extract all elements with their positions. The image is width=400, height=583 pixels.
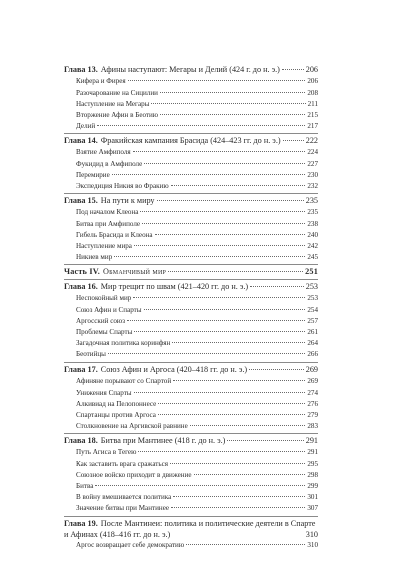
- section-row: [64, 88, 318, 99]
- chapter-15: [64, 195, 318, 263]
- page-number: 251: [305, 267, 318, 276]
- chapter-title: Мир трещит по швам (421–420 гг. до н. э.): [100, 282, 249, 291]
- section-row: [64, 76, 318, 87]
- section-row: [64, 170, 318, 181]
- page-number: 227: [307, 159, 318, 168]
- leader-dots: [250, 286, 304, 287]
- page-number: 257: [307, 316, 318, 325]
- section-title: Вторжение Афин в Беотию: [76, 110, 159, 119]
- page-number: 222: [305, 136, 318, 145]
- section-title: Алкивиад на Пелопоннесе: [76, 399, 157, 408]
- chapter-title: После Мантинеи: политика и политические деятели в Спарте и Афинах (418–416 гг. до н. э.): [64, 519, 316, 540]
- page-number: 264: [307, 339, 318, 348]
- section-row: [64, 99, 318, 110]
- page-number: 242: [307, 241, 318, 250]
- section-title: Никиев мир: [76, 253, 113, 262]
- chapter-title: Битва при Мантинее (418 г. до н. э.): [100, 436, 226, 445]
- section-title: Афиняне порывают со Спартой: [76, 377, 172, 386]
- section-row: [64, 327, 318, 338]
- section-title: Проблемы Спарты: [76, 327, 133, 336]
- page-number: 279: [307, 410, 318, 419]
- section-row: [64, 388, 318, 399]
- leader-dots: [151, 103, 305, 104]
- section-row: [64, 110, 318, 121]
- section-row: [64, 147, 318, 158]
- page-number: 307: [307, 504, 318, 513]
- chapter-label: Глава 14.: [64, 136, 98, 145]
- chapter-label: Глава 15.: [64, 196, 98, 205]
- leader-dots: [134, 245, 305, 246]
- divider: [64, 193, 318, 194]
- leader-dots: [134, 331, 305, 332]
- leader-dots: [171, 185, 306, 186]
- page-number: 301: [307, 493, 318, 502]
- leader-dots: [133, 297, 305, 298]
- section-title: Гибель Брасида и Клеона: [76, 230, 153, 239]
- chapter-label: Глава 16.: [64, 282, 98, 291]
- section-row: [64, 252, 318, 263]
- section-title: Битва при Амфиполе: [76, 219, 141, 228]
- section-row: [64, 399, 318, 410]
- chapter-13: [64, 64, 318, 132]
- divider: [64, 433, 318, 434]
- leader-dots: [186, 544, 305, 545]
- section-title: Перемирие: [76, 170, 110, 179]
- page-number: 230: [307, 170, 318, 179]
- leader-dots: [190, 425, 306, 426]
- part-label: Часть IV.: [64, 267, 101, 276]
- divider: [64, 279, 318, 280]
- page-number: 269: [305, 365, 318, 374]
- section-row: [64, 241, 318, 252]
- leader-dots: [157, 200, 304, 201]
- leader-dots: [155, 234, 306, 235]
- page-number: 206: [305, 65, 318, 74]
- page-number: 253: [307, 294, 318, 303]
- chapter-19: [64, 518, 318, 552]
- section-row: [64, 159, 318, 170]
- chapter-heading: [64, 518, 318, 540]
- section-title: Как заставить врага сражаться: [76, 459, 169, 468]
- leader-dots: [173, 380, 305, 381]
- page-number: 295: [307, 459, 318, 468]
- section-title: Кифера и Фирея: [76, 77, 126, 86]
- chapter-heading: [64, 135, 318, 147]
- section-title: Наступление мира: [76, 241, 132, 250]
- leader-dots: [282, 69, 304, 70]
- section-row: [64, 349, 318, 360]
- leader-dots: [249, 369, 304, 370]
- chapter-label: Глава 13.: [64, 65, 98, 74]
- section-title: Путь Агиса в Тегею: [76, 448, 137, 457]
- section-row: [64, 293, 318, 304]
- section-title: Беотийцы: [76, 350, 106, 359]
- section-title: Аргос возвращает себе демократию: [76, 541, 185, 550]
- leader-dots: [97, 125, 305, 126]
- leader-dots: [142, 223, 305, 224]
- section-title: Неспокойный мир: [76, 294, 132, 303]
- chapter-title: На пути к миру: [100, 196, 155, 205]
- chapter-14: [64, 135, 318, 192]
- section-title: Союзное войско приходит в движение: [76, 470, 192, 479]
- leader-dots: [158, 403, 305, 404]
- section-title: Унижения Спарты: [76, 388, 132, 397]
- section-title: Спартанцы против Аргоса: [76, 410, 156, 419]
- page-number: 310: [305, 530, 318, 540]
- part-title: Обманчивый мир: [103, 267, 167, 276]
- section-row: [64, 181, 318, 192]
- leader-dots: [144, 309, 306, 310]
- page-number: 266: [307, 350, 318, 359]
- page-number: 299: [307, 481, 318, 490]
- page-number: 283: [307, 422, 318, 431]
- section-row: [64, 219, 318, 230]
- section-title: Битва: [76, 481, 94, 490]
- leader-dots: [168, 271, 303, 272]
- divider: [64, 362, 318, 363]
- page-number: 224: [307, 148, 318, 157]
- leader-dots: [160, 114, 305, 115]
- section-row: [64, 410, 318, 421]
- page-number: 238: [307, 219, 318, 228]
- divider: [64, 516, 318, 517]
- chapter-title: Афины наступают: Мегары и Делий (424 г. до н. э.): [100, 65, 280, 74]
- section-row: [64, 230, 318, 241]
- page-number: 208: [307, 88, 318, 97]
- leader-dots: [172, 342, 305, 343]
- chapter-heading: [64, 64, 318, 76]
- page-number: 240: [307, 230, 318, 239]
- page-number: 245: [307, 253, 318, 262]
- section-row: [64, 305, 318, 316]
- divider: [64, 264, 318, 265]
- chapter-heading: [64, 364, 318, 376]
- section-title: Союз Афин и Спарты: [76, 305, 142, 314]
- section-row: [64, 338, 318, 349]
- section-title: Экспедиция Никия во Фракию: [76, 181, 169, 190]
- section-title: Под началом Клеона: [76, 208, 139, 217]
- section-title: Загадочная политика коринфян: [76, 339, 171, 348]
- leader-dots: [158, 414, 305, 415]
- page-number: 274: [307, 388, 318, 397]
- part-heading: [64, 266, 318, 278]
- section-title: Столкновение на Аргивской равнине: [76, 422, 188, 431]
- chapter-heading: [64, 195, 318, 207]
- leader-dots: [133, 151, 306, 152]
- leader-dots: [144, 163, 305, 164]
- section-row: [64, 421, 318, 432]
- section-title: Взятие Амфиполя: [76, 148, 131, 157]
- leader-dots: [128, 80, 306, 81]
- page-number: 261: [307, 327, 318, 336]
- leader-dots: [140, 211, 305, 212]
- chapter-title: Фракийская кампания Брасида (424–423 гг. до н. э.): [100, 136, 281, 145]
- chapter-label: Глава 18.: [64, 436, 98, 445]
- page-number: 310: [307, 541, 318, 550]
- page-number: 291: [305, 436, 318, 445]
- section-title: Фукидид в Амфиполе: [76, 159, 143, 168]
- section-title: Разочарование на Сицилии: [76, 88, 158, 97]
- leader-dots: [127, 320, 305, 321]
- page-number: 298: [307, 470, 318, 479]
- section-row: [64, 376, 318, 387]
- page-number: 291: [307, 448, 318, 457]
- chapter-label: Глава 17.: [64, 365, 98, 374]
- divider: [64, 133, 318, 134]
- section-title: В войну вмешивается политика: [76, 493, 172, 502]
- leader-dots: [283, 140, 304, 141]
- section-row: [64, 207, 318, 218]
- section-title: Аргосский союз: [76, 316, 126, 325]
- section-title: Делий: [76, 122, 96, 131]
- page-number: 217: [307, 122, 318, 131]
- chapter-label: Глава 19.: [64, 519, 98, 528]
- chapter-16: [64, 281, 318, 361]
- section-row: [64, 121, 318, 132]
- page-number: 253: [305, 282, 318, 291]
- leader-dots: [112, 174, 306, 175]
- section-title: Наступление на Мегары: [76, 99, 150, 108]
- page-number: 232: [307, 181, 318, 190]
- leader-dots: [134, 392, 306, 393]
- page-number: 235: [307, 208, 318, 217]
- chapter-17: [64, 364, 318, 432]
- chapter-heading: [64, 281, 318, 293]
- page-number: 276: [307, 399, 318, 408]
- section-row: [64, 540, 318, 551]
- page-number: 269: [307, 377, 318, 386]
- page-number: 211: [307, 99, 318, 108]
- page-number: 215: [307, 110, 318, 119]
- page-number: 206: [307, 77, 318, 86]
- leader-dots: [108, 353, 305, 354]
- section-title: Значение битвы при Мантинее: [76, 504, 169, 513]
- section-row: [64, 316, 318, 327]
- chapter-title: Союз Афин и Аргоса (420–418 гг. до н. э.): [100, 365, 248, 374]
- leader-dots: [160, 92, 305, 93]
- leader-dots: [114, 256, 305, 257]
- page-number: 235: [305, 196, 318, 205]
- page-number: 254: [307, 305, 318, 314]
